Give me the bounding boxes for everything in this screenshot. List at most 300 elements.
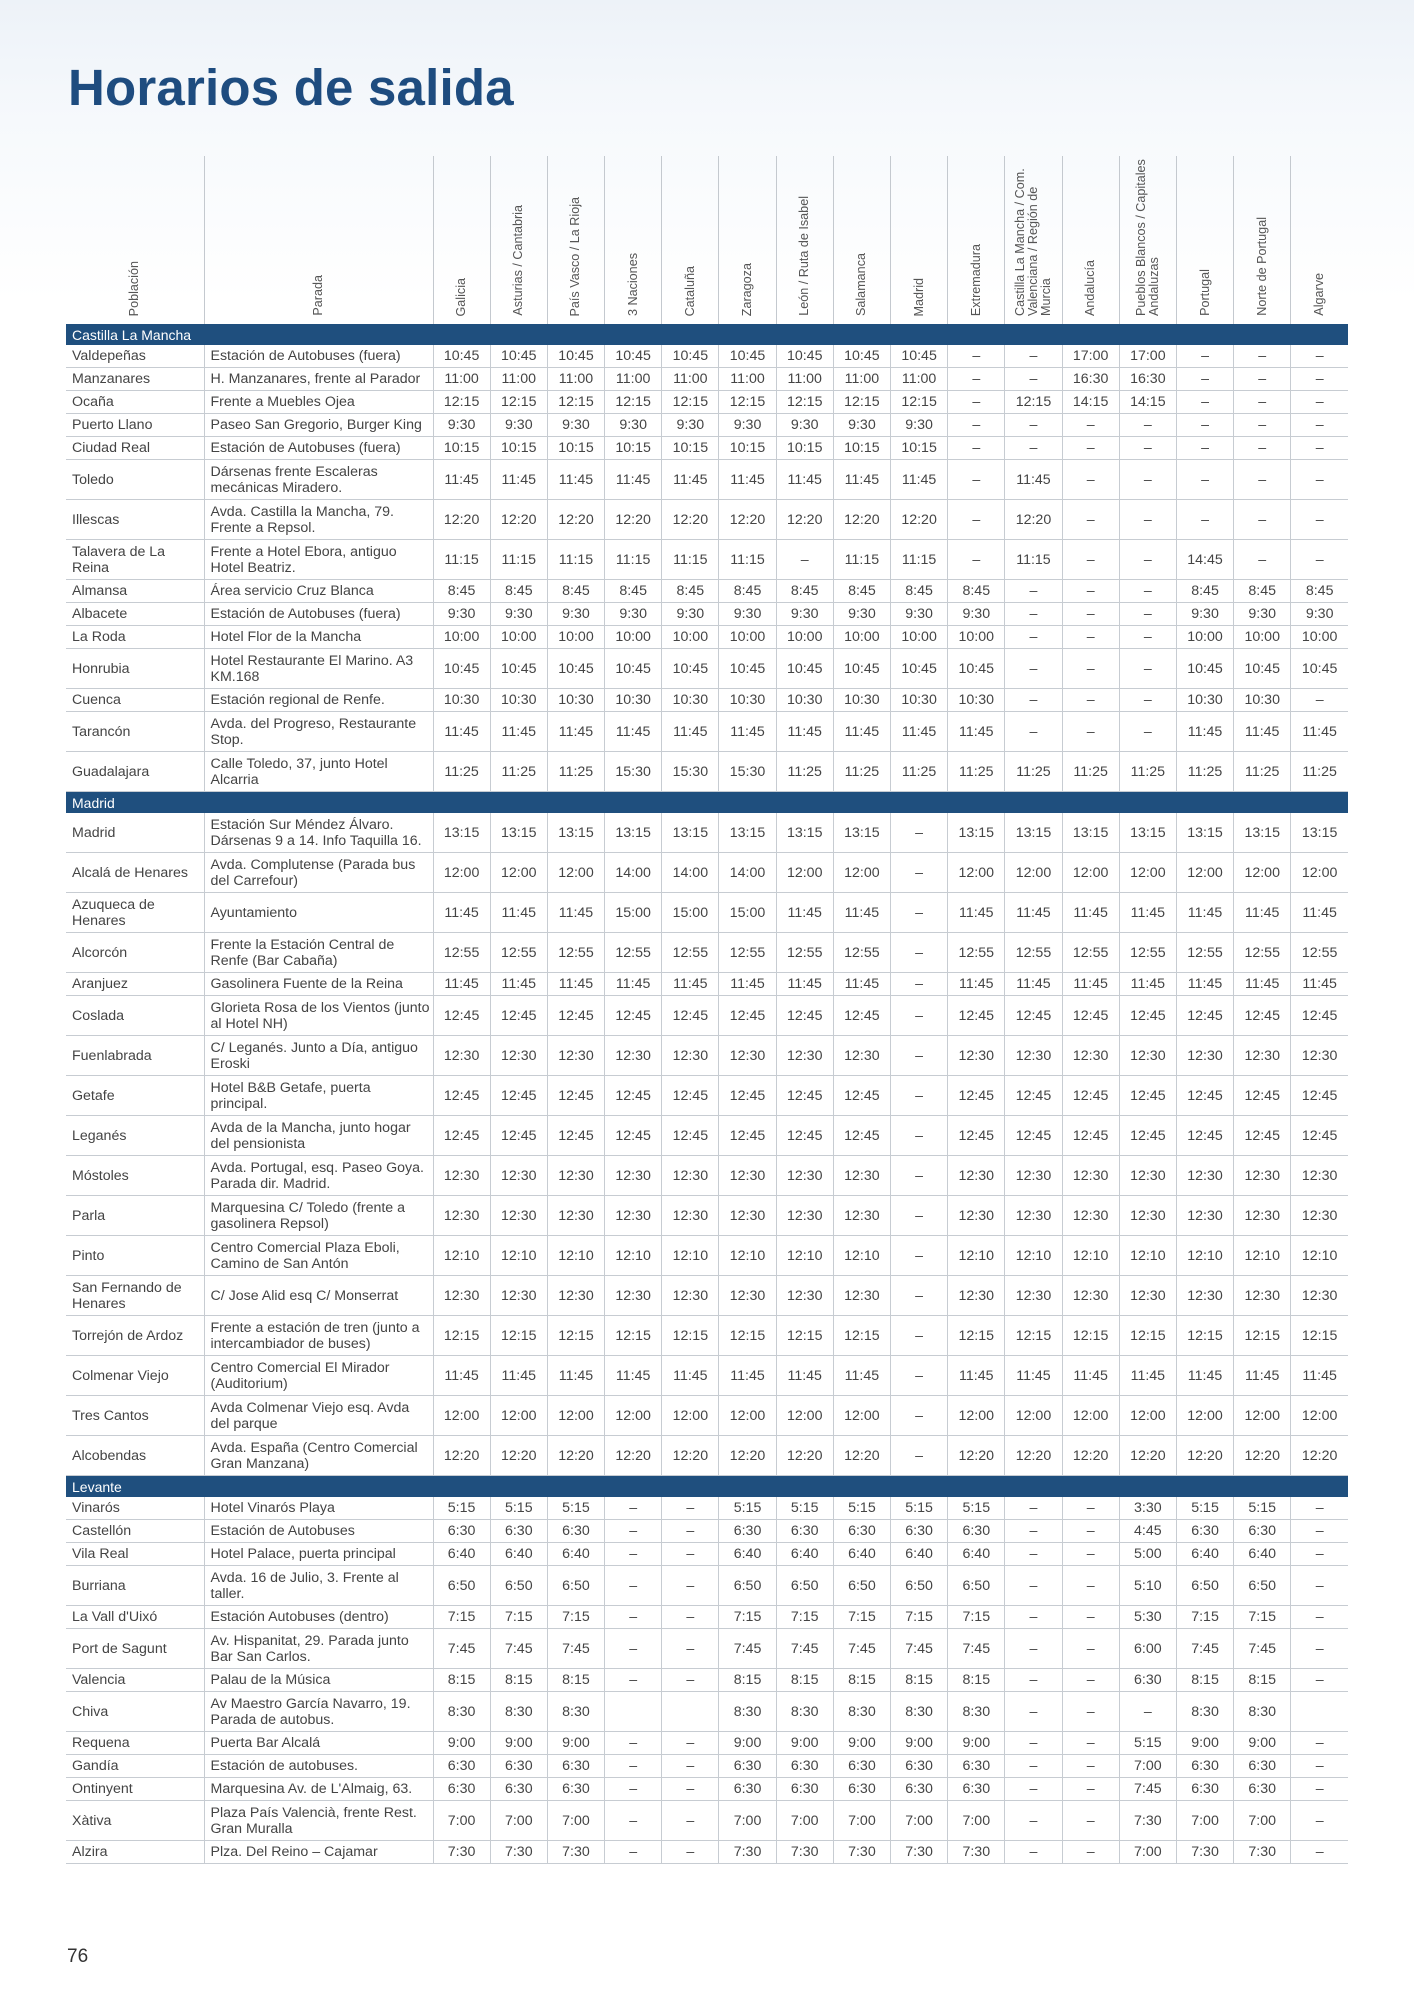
time-cell: – — [662, 1543, 719, 1566]
time-cell: 12:55 — [1176, 933, 1233, 973]
time-cell: 11:45 — [433, 460, 490, 500]
time-cell: 12:30 — [490, 1196, 547, 1236]
time-cell: 8:30 — [433, 1692, 490, 1732]
time-cell: – — [1062, 1520, 1119, 1543]
stop-cell: Av Maestro García Navarro, 19. Parada de autobus. — [204, 1692, 433, 1732]
table-row — [66, 1669, 1348, 1692]
time-cell: 6:50 — [719, 1566, 776, 1606]
time-cell: – — [1119, 414, 1176, 437]
town-cell: Guadalajara — [66, 752, 204, 792]
time-cell: 12:30 — [776, 1276, 833, 1316]
time-cell: 12:15 — [605, 1316, 662, 1356]
section-title: Levante — [66, 1476, 1348, 1498]
time-cell: – — [1119, 540, 1176, 580]
section-title: Castilla La Mancha — [66, 324, 1348, 345]
time-cell: 9:30 — [547, 603, 604, 626]
time-cell: 9:30 — [891, 603, 948, 626]
time-cell: 6:30 — [891, 1778, 948, 1801]
town-cell: Castellón — [66, 1520, 204, 1543]
time-cell: 10:00 — [719, 626, 776, 649]
stop-cell: Centro Comercial Plaza Eboli, Camino de San Antón — [204, 1236, 433, 1276]
time-cell: 7:15 — [1176, 1606, 1233, 1629]
stop-cell: Palau de la Música — [204, 1669, 433, 1692]
table-row — [66, 540, 1348, 580]
time-cell: 11:25 — [1234, 752, 1291, 792]
time-cell: 12:45 — [948, 1076, 1005, 1116]
time-cell: 11:45 — [490, 712, 547, 752]
time-cell: 6:30 — [1176, 1778, 1233, 1801]
town-cell: Talavera de La Reina — [66, 540, 204, 580]
time-cell: – — [662, 1841, 719, 1864]
time-cell: – — [1062, 460, 1119, 500]
time-cell: 12:30 — [1176, 1196, 1233, 1236]
time-cell: 12:30 — [1291, 1276, 1348, 1316]
time-cell: 12:15 — [662, 391, 719, 414]
time-cell: 11:45 — [948, 893, 1005, 933]
stop-cell: H. Manzanares, frente al Parador — [204, 368, 433, 391]
time-cell: 11:15 — [490, 540, 547, 580]
time-cell: 7:00 — [948, 1801, 1005, 1841]
time-cell: – — [1291, 391, 1348, 414]
time-cell: 12:55 — [1234, 933, 1291, 973]
time-cell: 11:25 — [948, 752, 1005, 792]
time-cell: 10:30 — [1176, 689, 1233, 712]
time-cell: 8:15 — [776, 1669, 833, 1692]
time-cell: 12:30 — [1176, 1276, 1233, 1316]
time-cell: 12:10 — [490, 1236, 547, 1276]
time-cell: 12:45 — [1119, 1076, 1176, 1116]
time-cell: 12:20 — [776, 1436, 833, 1476]
time-cell: 12:45 — [433, 1076, 490, 1116]
time-cell: 11:45 — [1234, 973, 1291, 996]
time-cell: 12:55 — [776, 933, 833, 973]
time-cell: 11:45 — [547, 1356, 604, 1396]
time-cell: 7:15 — [490, 1606, 547, 1629]
time-cell: – — [1119, 1692, 1176, 1732]
time-cell: – — [1291, 689, 1348, 712]
time-cell: 7:45 — [948, 1629, 1005, 1669]
time-cell: 6:30 — [833, 1778, 890, 1801]
time-cell: 7:45 — [776, 1629, 833, 1669]
time-cell: – — [1062, 414, 1119, 437]
time-cell: 13:15 — [833, 813, 890, 853]
column-header-destination: Salamanca — [833, 156, 890, 324]
time-cell: – — [1062, 1778, 1119, 1801]
time-cell: – — [948, 414, 1005, 437]
stop-cell: Hotel Vinarós Playa — [204, 1497, 433, 1520]
time-cell: 9:30 — [605, 414, 662, 437]
time-cell: 9:30 — [662, 603, 719, 626]
time-cell — [662, 1692, 719, 1732]
time-cell: 12:45 — [1062, 1076, 1119, 1116]
time-cell: 11:45 — [719, 712, 776, 752]
time-cell: 12:20 — [891, 500, 948, 540]
time-cell: 10:45 — [833, 345, 890, 368]
time-cell: – — [1291, 1543, 1348, 1566]
time-cell: 12:00 — [490, 853, 547, 893]
time-cell: 12:30 — [433, 1036, 490, 1076]
stop-cell: Frente la Estación Central de Renfe (Bar Cabaña) — [204, 933, 433, 973]
time-cell: 6:30 — [891, 1755, 948, 1778]
stop-cell: Avda. del Progreso, Restaurante Stop. — [204, 712, 433, 752]
stop-cell: Plaza País Valencià, frente Rest. Gran Muralla — [204, 1801, 433, 1841]
column-header-destination: País Vasco / La Rioja — [547, 156, 604, 324]
table-row — [66, 813, 1348, 853]
time-cell: 12:55 — [605, 933, 662, 973]
time-cell: 11:45 — [490, 1356, 547, 1396]
time-cell: 12:00 — [1176, 1396, 1233, 1436]
table-row — [66, 391, 1348, 414]
time-cell: 12:45 — [662, 1076, 719, 1116]
table-row — [66, 1692, 1348, 1732]
time-cell: 10:45 — [776, 345, 833, 368]
time-cell: 11:00 — [833, 368, 890, 391]
time-cell: 12:20 — [719, 1436, 776, 1476]
time-cell: 14:00 — [662, 853, 719, 893]
section-header — [66, 792, 1348, 814]
time-cell: – — [1119, 689, 1176, 712]
time-cell: 10:15 — [719, 437, 776, 460]
time-cell: – — [1291, 1629, 1348, 1669]
time-cell: – — [891, 1316, 948, 1356]
time-cell: 7:15 — [776, 1606, 833, 1629]
time-cell: 11:25 — [547, 752, 604, 792]
time-cell: 10:00 — [833, 626, 890, 649]
table-row — [66, 1036, 1348, 1076]
time-cell: 12:45 — [833, 996, 890, 1036]
time-cell: 12:45 — [719, 1076, 776, 1116]
time-cell: 9:30 — [776, 414, 833, 437]
time-cell: – — [948, 437, 1005, 460]
time-cell: – — [1005, 1520, 1062, 1543]
time-cell: – — [1062, 1566, 1119, 1606]
time-cell: 10:45 — [547, 649, 604, 689]
time-cell: 12:00 — [1119, 853, 1176, 893]
time-cell: 8:30 — [719, 1692, 776, 1732]
time-cell: 12:20 — [833, 1436, 890, 1476]
time-cell: 12:00 — [1062, 1396, 1119, 1436]
time-cell: 10:00 — [1234, 626, 1291, 649]
time-cell: 12:45 — [1062, 996, 1119, 1036]
time-cell: – — [605, 1778, 662, 1801]
time-cell: 11:45 — [433, 973, 490, 996]
time-cell: – — [1062, 1732, 1119, 1755]
town-cell: Port de Sagunt — [66, 1629, 204, 1669]
time-cell: 15:30 — [605, 752, 662, 792]
time-cell: 11:25 — [1062, 752, 1119, 792]
stop-cell: Estación de Autobuses (fuera) — [204, 345, 433, 368]
time-cell: 15:00 — [605, 893, 662, 933]
time-cell: 12:55 — [433, 933, 490, 973]
time-cell: – — [662, 1497, 719, 1520]
time-cell: 12:30 — [948, 1276, 1005, 1316]
time-cell: 10:45 — [490, 345, 547, 368]
time-cell: 12:20 — [1119, 1436, 1176, 1476]
time-cell: 11:25 — [1005, 752, 1062, 792]
time-cell: – — [662, 1755, 719, 1778]
time-cell: 9:30 — [719, 603, 776, 626]
time-cell: 8:15 — [490, 1669, 547, 1692]
town-cell: Gandía — [66, 1755, 204, 1778]
time-cell: – — [1291, 460, 1348, 500]
time-cell: 11:45 — [1234, 712, 1291, 752]
time-cell: 5:00 — [1119, 1543, 1176, 1566]
time-cell: 12:00 — [662, 1396, 719, 1436]
time-cell: 12:15 — [1005, 1316, 1062, 1356]
time-cell: – — [662, 1606, 719, 1629]
time-cell: 10:00 — [1176, 626, 1233, 649]
stop-cell: Avda Colmenar Viejo esq. Avda del parque — [204, 1396, 433, 1436]
time-cell: 11:45 — [1062, 1356, 1119, 1396]
table-row — [66, 1316, 1348, 1356]
time-cell: 11:45 — [605, 1356, 662, 1396]
time-cell: 12:30 — [719, 1036, 776, 1076]
time-cell: 10:45 — [1176, 649, 1233, 689]
time-cell: 9:00 — [719, 1732, 776, 1755]
time-cell: – — [891, 1276, 948, 1316]
time-cell: 12:30 — [719, 1196, 776, 1236]
time-cell: – — [1119, 603, 1176, 626]
time-cell: 10:15 — [605, 437, 662, 460]
time-cell: 5:30 — [1119, 1606, 1176, 1629]
time-cell: 11:45 — [891, 460, 948, 500]
time-cell: – — [1176, 391, 1233, 414]
time-cell: 9:30 — [719, 414, 776, 437]
town-cell: Albacete — [66, 603, 204, 626]
time-cell: 11:45 — [547, 460, 604, 500]
time-cell: 5:15 — [433, 1497, 490, 1520]
time-cell: 6:40 — [547, 1543, 604, 1566]
time-cell: 10:00 — [433, 626, 490, 649]
time-cell: – — [891, 1156, 948, 1196]
table-row — [66, 1801, 1348, 1841]
time-cell: – — [1062, 1692, 1119, 1732]
time-cell: 11:45 — [490, 973, 547, 996]
time-cell: 12:30 — [547, 1276, 604, 1316]
time-cell: – — [1119, 626, 1176, 649]
time-cell: 12:45 — [547, 1116, 604, 1156]
time-cell: 12:30 — [1005, 1276, 1062, 1316]
time-cell: 7:00 — [433, 1801, 490, 1841]
time-cell: 11:45 — [433, 1356, 490, 1396]
town-cell: Toledo — [66, 460, 204, 500]
time-cell: 10:15 — [433, 437, 490, 460]
time-cell: 12:55 — [490, 933, 547, 973]
column-header-destination: Pueblos Blancos / Capitales Andaluzas — [1119, 156, 1176, 324]
time-cell: – — [1062, 1629, 1119, 1669]
time-cell: 12:45 — [1119, 996, 1176, 1036]
column-header-destination: Andalucía — [1062, 156, 1119, 324]
time-cell: 12:30 — [1291, 1196, 1348, 1236]
time-cell: 12:30 — [833, 1036, 890, 1076]
time-cell: 11:45 — [433, 893, 490, 933]
time-cell: 12:15 — [776, 391, 833, 414]
time-cell: 8:30 — [490, 1692, 547, 1732]
time-cell: 6:50 — [776, 1566, 833, 1606]
table-row — [66, 649, 1348, 689]
time-cell: 9:30 — [490, 603, 547, 626]
time-cell: 17:00 — [1119, 345, 1176, 368]
time-cell: 11:15 — [605, 540, 662, 580]
time-cell: – — [1062, 603, 1119, 626]
time-cell: – — [662, 1566, 719, 1606]
time-cell: 12:55 — [833, 933, 890, 973]
time-cell: 12:45 — [1119, 1116, 1176, 1156]
time-cell: 12:00 — [833, 853, 890, 893]
time-cell: 6:30 — [948, 1520, 1005, 1543]
time-cell: 10:30 — [948, 689, 1005, 712]
stop-cell: Hotel B&B Getafe, puerta principal. — [204, 1076, 433, 1116]
time-cell: 12:45 — [833, 1076, 890, 1116]
time-cell: 6:40 — [1234, 1543, 1291, 1566]
time-cell: 12:30 — [1119, 1156, 1176, 1196]
time-cell: 11:45 — [662, 460, 719, 500]
time-cell: – — [891, 1196, 948, 1236]
time-cell: 6:30 — [719, 1755, 776, 1778]
table-row — [66, 437, 1348, 460]
time-cell: – — [1119, 460, 1176, 500]
time-cell: 9:30 — [776, 603, 833, 626]
time-cell: 12:00 — [1291, 1396, 1348, 1436]
time-cell: 12:45 — [490, 1076, 547, 1116]
time-cell: 8:45 — [547, 580, 604, 603]
time-cell: 14:45 — [1176, 540, 1233, 580]
table-row — [66, 1396, 1348, 1436]
time-cell: – — [1234, 414, 1291, 437]
time-cell: 10:30 — [490, 689, 547, 712]
time-cell: – — [1234, 437, 1291, 460]
time-cell: 9:30 — [1234, 603, 1291, 626]
time-cell: 7:30 — [547, 1841, 604, 1864]
stop-cell: Gasolinera Fuente de la Reina — [204, 973, 433, 996]
time-cell: – — [1291, 1778, 1348, 1801]
time-cell: 10:00 — [547, 626, 604, 649]
column-header-destination: Zaragoza — [719, 156, 776, 324]
time-cell: 6:30 — [433, 1520, 490, 1543]
time-cell: 11:45 — [1062, 893, 1119, 933]
time-cell: – — [1291, 540, 1348, 580]
time-cell: 8:15 — [891, 1669, 948, 1692]
time-cell: 13:15 — [490, 813, 547, 853]
time-cell: 12:30 — [433, 1156, 490, 1196]
time-cell: 10:45 — [662, 649, 719, 689]
time-cell: 8:45 — [1291, 580, 1348, 603]
time-cell: 7:15 — [948, 1606, 1005, 1629]
stop-cell: Estación de Autobuses (fuera) — [204, 603, 433, 626]
time-cell: 9:30 — [833, 414, 890, 437]
time-cell: – — [1062, 1497, 1119, 1520]
time-cell: 5:15 — [1234, 1497, 1291, 1520]
time-cell: 9:00 — [1176, 1732, 1233, 1755]
time-cell: 6:30 — [1234, 1778, 1291, 1801]
time-cell: 10:30 — [662, 689, 719, 712]
time-cell: 6:30 — [776, 1778, 833, 1801]
time-cell: 7:30 — [1176, 1841, 1233, 1864]
time-cell: 12:00 — [776, 1396, 833, 1436]
stop-cell: Avda. Castilla la Mancha, 79. Frente a Repsol. — [204, 500, 433, 540]
time-cell: 11:45 — [1119, 1356, 1176, 1396]
table-row — [66, 996, 1348, 1036]
table-row — [66, 1276, 1348, 1316]
time-cell: 6:50 — [891, 1566, 948, 1606]
time-cell: 10:00 — [1291, 626, 1348, 649]
town-cell: Burriana — [66, 1566, 204, 1606]
time-cell: 8:45 — [948, 580, 1005, 603]
town-cell: Madrid — [66, 813, 204, 853]
time-cell: – — [1291, 1520, 1348, 1543]
time-cell: 12:55 — [719, 933, 776, 973]
time-cell: – — [605, 1801, 662, 1841]
time-cell: – — [1119, 580, 1176, 603]
town-cell: Parla — [66, 1196, 204, 1236]
time-cell: – — [1005, 1841, 1062, 1864]
time-cell: 12:45 — [776, 1076, 833, 1116]
time-cell: – — [1062, 580, 1119, 603]
time-cell: – — [662, 1669, 719, 1692]
time-cell: 10:45 — [490, 649, 547, 689]
time-cell: 9:00 — [948, 1732, 1005, 1755]
time-cell: – — [1062, 1669, 1119, 1692]
time-cell: – — [1291, 345, 1348, 368]
time-cell: 11:00 — [547, 368, 604, 391]
time-cell: 7:30 — [776, 1841, 833, 1864]
stop-cell: Estación Autobuses (dentro) — [204, 1606, 433, 1629]
time-cell: – — [1176, 345, 1233, 368]
page-title: Horarios de salida — [68, 59, 514, 116]
time-cell: 11:45 — [1291, 893, 1348, 933]
time-cell: – — [1005, 1692, 1062, 1732]
stop-cell: Estación de Autobuses (fuera) — [204, 437, 433, 460]
time-cell: 6:30 — [1234, 1755, 1291, 1778]
time-cell: 12:10 — [776, 1236, 833, 1276]
time-cell: 10:30 — [776, 689, 833, 712]
time-cell: 12:45 — [547, 996, 604, 1036]
table-row — [66, 500, 1348, 540]
stop-cell: Marquesina Av. de L'Almaig, 63. — [204, 1778, 433, 1801]
time-cell: 10:00 — [776, 626, 833, 649]
town-cell: Alcobendas — [66, 1436, 204, 1476]
time-cell: 12:30 — [1291, 1036, 1348, 1076]
time-cell: 11:00 — [719, 368, 776, 391]
time-cell: – — [1062, 712, 1119, 752]
time-cell: 8:45 — [833, 580, 890, 603]
time-cell: – — [1062, 437, 1119, 460]
time-cell: 12:30 — [1119, 1036, 1176, 1076]
time-cell: 12:30 — [776, 1156, 833, 1196]
time-cell: 12:20 — [719, 500, 776, 540]
time-cell: – — [605, 1606, 662, 1629]
time-cell: 8:15 — [433, 1669, 490, 1692]
time-cell: 13:15 — [662, 813, 719, 853]
stop-cell: Frente a Hotel Ebora, antiguo Hotel Beatriz. — [204, 540, 433, 580]
time-cell: 11:45 — [719, 1356, 776, 1396]
time-cell: 12:55 — [948, 933, 1005, 973]
time-cell: 12:00 — [719, 1396, 776, 1436]
time-cell: 5:15 — [490, 1497, 547, 1520]
time-cell: 10:45 — [891, 649, 948, 689]
time-cell: – — [1005, 603, 1062, 626]
town-cell: Tarancón — [66, 712, 204, 752]
time-cell: 11:45 — [948, 712, 1005, 752]
time-cell: 12:30 — [433, 1276, 490, 1316]
time-cell: 9:00 — [1234, 1732, 1291, 1755]
time-cell: 7:45 — [1234, 1629, 1291, 1669]
time-cell: 9:30 — [891, 414, 948, 437]
time-cell: 12:10 — [547, 1236, 604, 1276]
time-cell: – — [1005, 712, 1062, 752]
time-cell: – — [1291, 1755, 1348, 1778]
time-cell: – — [605, 1566, 662, 1606]
